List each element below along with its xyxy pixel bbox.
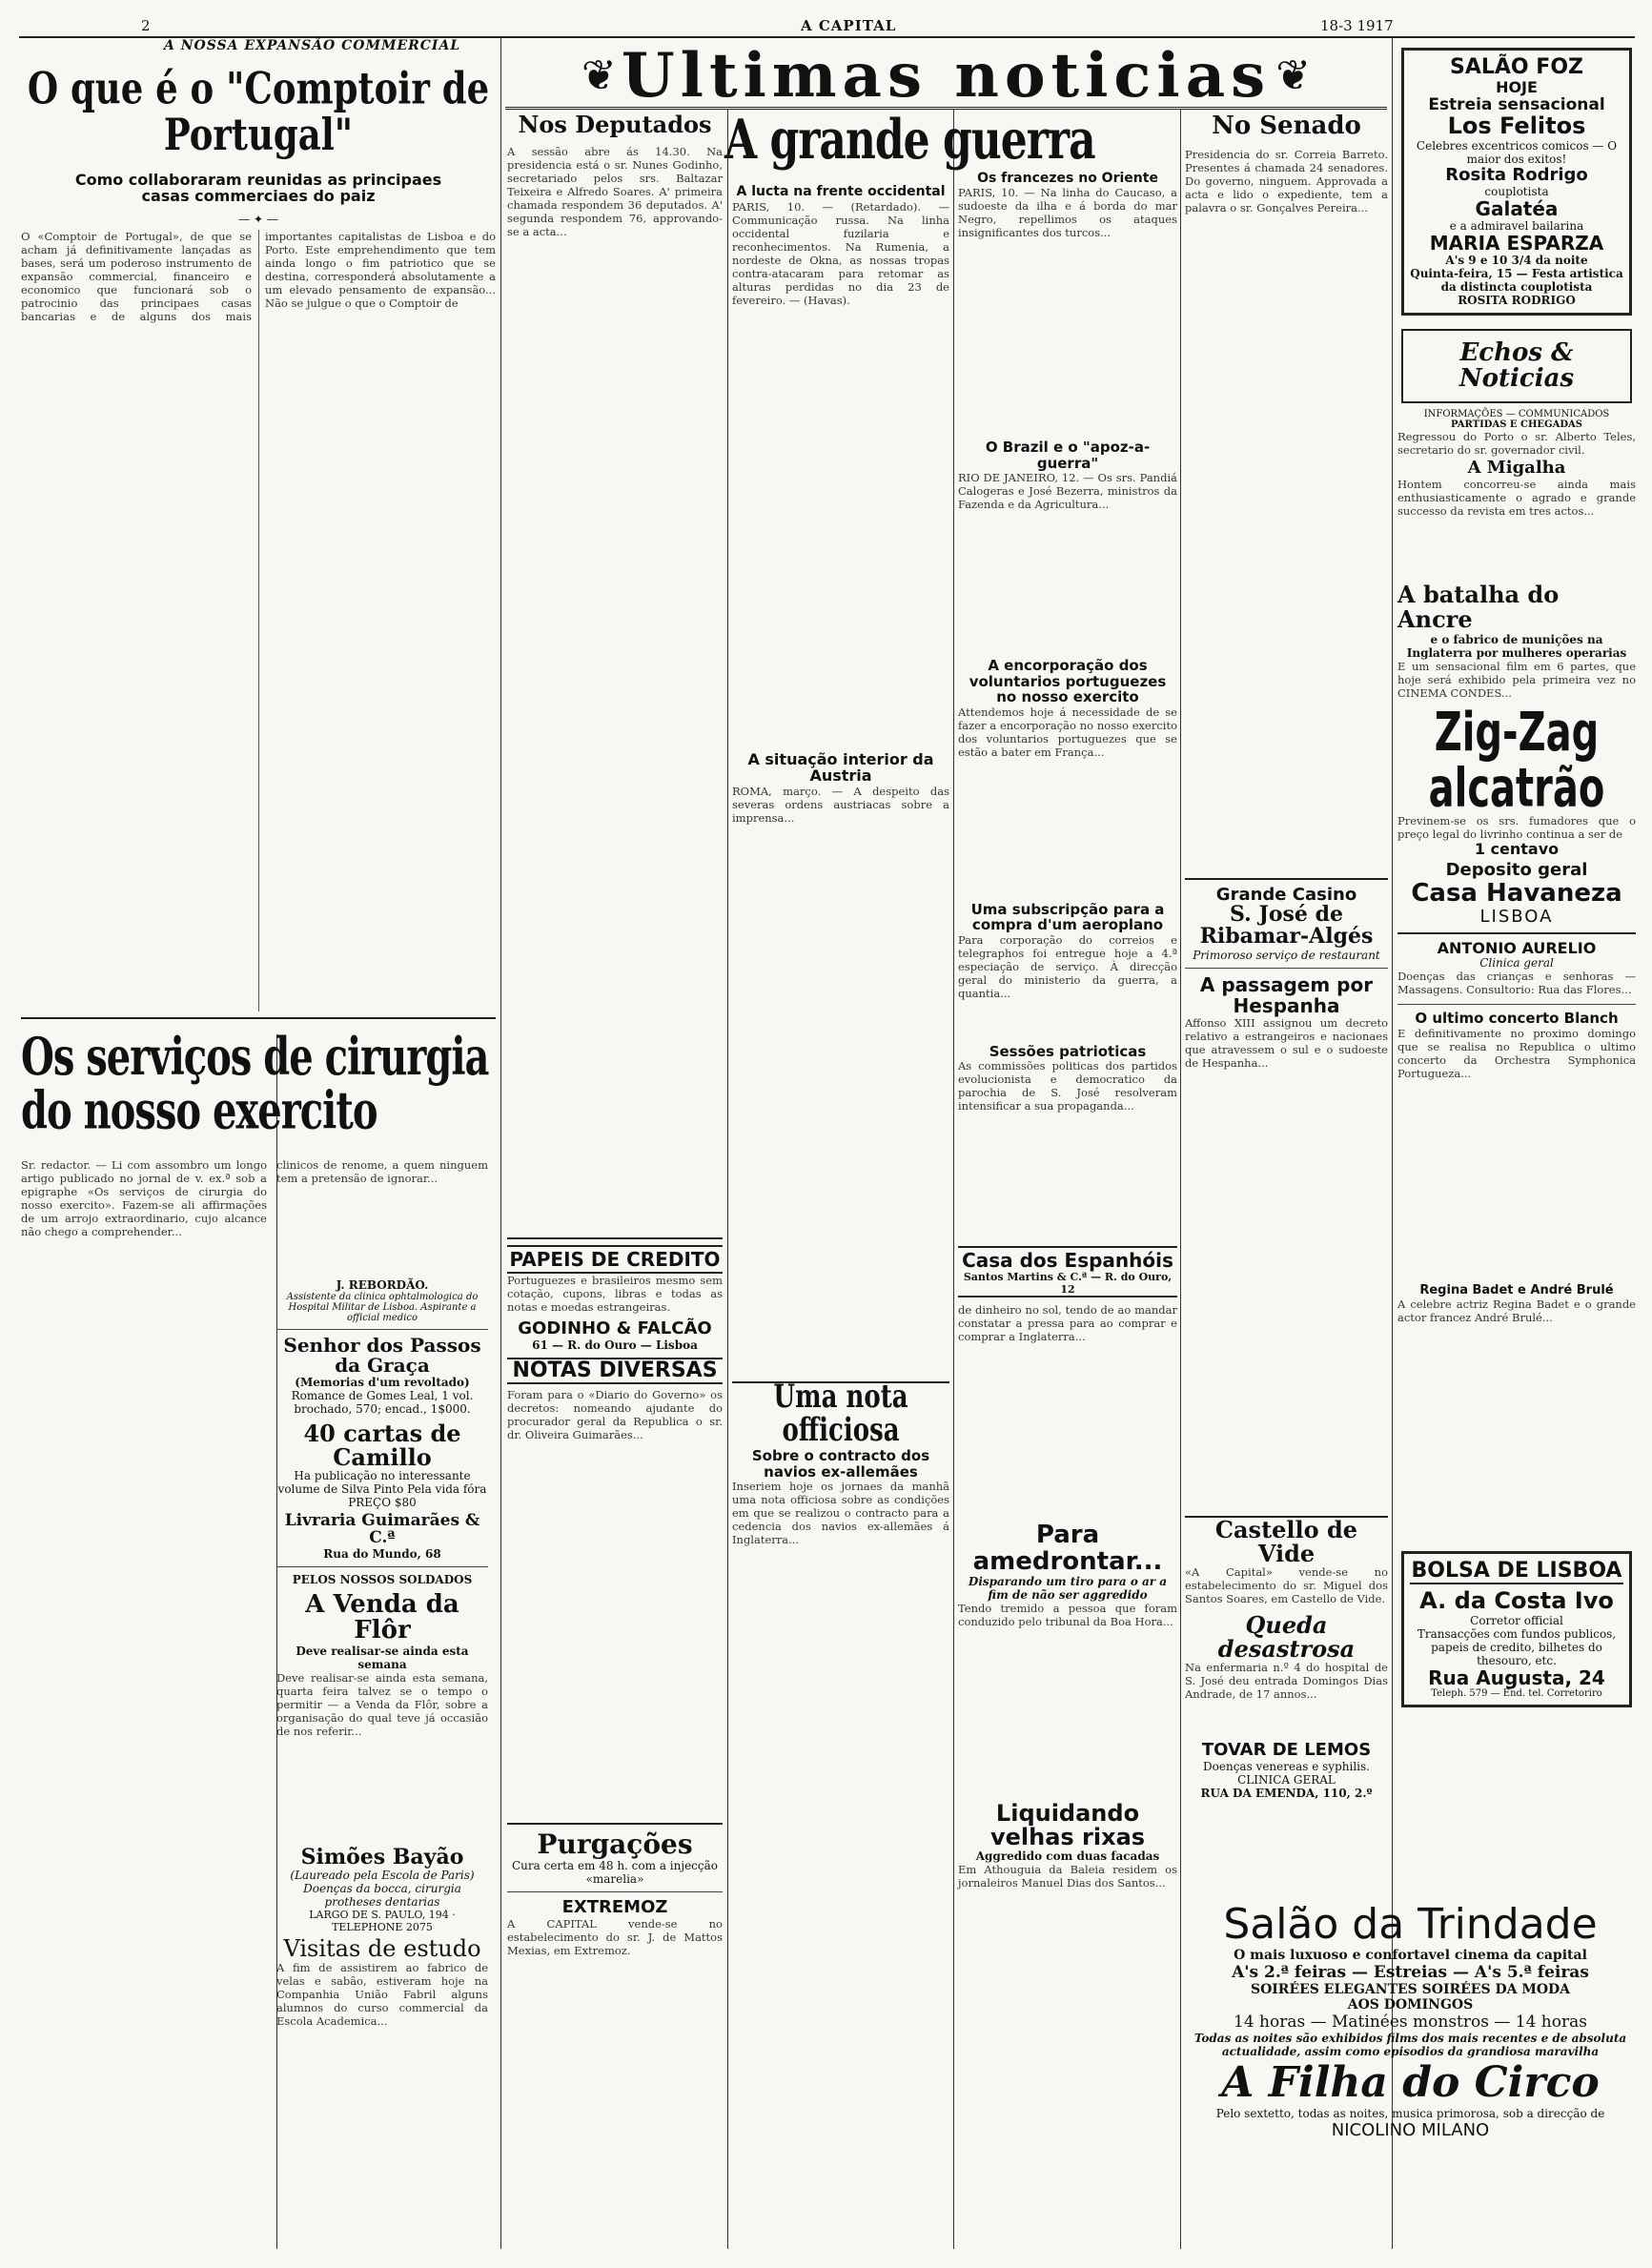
guerra-article1: PARIS, 10. — (Retardado). — Communicação russa. Na linha occidental fuzilaria e reconhecimentos. Na Rumenia, a nordeste de Okna, as nossas tropas contra-atacaram para retomar as alturas perdidas no dia 23 de fevereiro. — (Havas). — [732, 199, 949, 307]
echos-box — [1401, 329, 1632, 404]
purgacoes-text: Cura certa em 48 h. com a injecção «marelia» — [511, 1858, 719, 1886]
signature-title: Assistente da clinica ophtalmologica do Hospital Militar de Lisboa. Aspirante a official medico — [286, 1291, 479, 1323]
informacoes-kicker: INFORMAÇÕES — COMMUNICADOS — [1423, 409, 1610, 420]
guerra-headline: A grande guerra — [724, 109, 1095, 173]
column-rule — [727, 110, 728, 2249]
book-ad-text: Romance de Gomes Leal, 1 vol. brochado, 570; encad., 1$000. — [291, 1388, 474, 1416]
salao-foz-title: SALÃO FOZ — [1450, 55, 1583, 79]
flor-subhead: Deve realisar-se ainda esta semana — [296, 1644, 469, 1671]
divider — [276, 1329, 488, 1330]
costa-text: Transacções com fundos publicos, papeis de credito, bilhetes do thesouro, etc. — [1417, 1626, 1617, 1667]
flor-article: Deve realisar-se ainda esta semana, quarta feira talvez se o tempo o permitir — a Venda da Flôr, sobre a organisação do qual teve já occasião de nos referir... — [276, 1670, 488, 1738]
queda-headline: Queda desastrosa — [1217, 1610, 1356, 1664]
aurelio-sub: Clinica geral — [1479, 956, 1554, 971]
simoes-name: Simões Bayão — [300, 1844, 464, 1870]
trindade-title: Salão da Trindade — [1223, 1900, 1598, 1949]
guerra-article2: ROMA, março. — A despeito das severas ordens austriacas sobre a imprensa... — [732, 784, 949, 825]
article-comptoir — [21, 230, 496, 1011]
voluntarios-article: Attendemos hoje á necessidade de se fazer a encorporação no nosso exercito dos voluntarios portuguezes que se estão a bater em França... — [958, 705, 1177, 759]
costa-name: A. da Costa Ivo — [1419, 1587, 1614, 1615]
havaneza-city: LISBOA — [1479, 906, 1554, 927]
ornament-icon: ❦ — [581, 51, 617, 100]
visitas-article: A fim de assistirem ao fabrico de velas e sabão, estiveram hoje na Companhia União Fabril alguns alumnos do curso commercial da Escola Academica... — [276, 1960, 488, 2028]
casino-name: S. José de Ribamar-Algés — [1199, 902, 1374, 950]
aurelio-name: ANTONIO AURELIO — [1437, 938, 1597, 957]
nota-headline: Uma nota officiosa — [773, 1378, 908, 1450]
tovar-text: Doenças venereas e syphilis. CLINICA GERAL — [1203, 1760, 1370, 1788]
castello-headline: Castello de Vide — [1185, 1516, 1388, 1565]
papeis-headline: PAPEIS DE CREDITO — [507, 1245, 723, 1274]
running-header — [19, 17, 1635, 38]
passagem-headline: A passagem por Hespanha — [1199, 972, 1374, 1017]
migalha-article: Hontem concorreu-se ainda mais enthusiasticamente o agrado e grande successo da revista em tres actos... — [1397, 478, 1636, 519]
rosita-festa: ROSITA RODRIGO — [1458, 293, 1576, 307]
divider — [21, 1017, 496, 1019]
guerra-sub2: A situação interior da Austria — [747, 749, 934, 786]
trindade-line6: Todas as noites são exhibidos films dos mais recentes e de absoluta actualidade, assim como episodios da grandiosa maravilha — [1193, 2032, 1627, 2059]
newspaper-name: A CAPITAL — [801, 17, 897, 34]
bolsa-ad — [1401, 1551, 1632, 1707]
salao-foz-estreia: Estreia sensacional — [1428, 94, 1605, 114]
queda-article: Na enfermaria n.º 4 do hospital de S. José deu entrada Domingos Dias Andrade, de 17 annos... — [1185, 1661, 1388, 1702]
galatea-sub: e a admiravel bailarina — [1449, 218, 1584, 233]
amedrontar-subhead: Disparando um tiro para o ar a fim de não ser aggredido — [968, 1574, 1168, 1602]
galatea-name: Galatéa — [1475, 196, 1559, 220]
sessoes-article: As commissões politicas dos partidos evolucionista e democratico da parochia de S. José resolveram intensificar a sua propaganda... — [958, 1059, 1177, 1114]
divider — [507, 1823, 723, 1825]
sessoes-headline: Sessões patrioticas — [989, 1042, 1147, 1060]
contracto-cont: de dinheiro no sol, tendo de ao mandar constatar a pressa para ao comprar e comprar a Inglaterra... — [958, 1303, 1177, 1344]
column-deputados — [507, 112, 723, 2249]
divider — [1185, 968, 1388, 969]
divider — [276, 1566, 488, 1567]
section-kicker: A NOSSA EXPANSÃO COMMERCIAL — [164, 38, 461, 53]
filha-do-circo: A Filha do Circo — [1221, 2058, 1600, 2108]
espanhois-name: Casa dos Espanhóis — [958, 1246, 1177, 1271]
divider — [1397, 1004, 1636, 1005]
badet-headline: Regina Badet e André Brulé — [1419, 1282, 1614, 1297]
rixas-article: Em Athouguia da Baleia residem os jornaleiros Manuel Dias dos Santos... — [958, 1863, 1177, 1890]
centavo-price: 1 centavo — [1474, 839, 1560, 858]
oriente-headline: Os francezes no Oriente — [977, 171, 1158, 186]
senado-article: Presidencia do sr. Correia Barreto. Presentes á chamada 24 senadores. Do governo, ninguem. Approvada a acta e lido o expediente, tem a palavra o sr. Gonçalves Pereira... — [1185, 147, 1388, 215]
trindade-line5: 14 horas — Matinées monstros — 14 horas — [1234, 2013, 1587, 2033]
passagem-article: Affonso XIII assignou um decreto relativo a estrangeiros e nacionaes que atravessem o sul e o sudoeste de Hespanha... — [1185, 1015, 1388, 1070]
castello-text: «A Capital» vende-se no estabelecimento do sr. Miguel dos Santos Soares, em Castello de Vide. — [1185, 1564, 1388, 1605]
notas-article: Foram para o «Diario do Governo» os decretos: nomeando ajudante do procurador geral da Republica o sr. dr. Oliveira Guimarães... — [507, 1388, 723, 1442]
deposito-label: Deposito geral — [1445, 860, 1588, 881]
oriente-article: PARIS, 10. — Na linha do Caucaso, a sudoeste da ilha e á borda do mar Negro, repellimos os ataques insignificantes dos turcos... — [958, 186, 1177, 240]
batalha-article: E um sensacional film em 6 partes, que hoje será exhibido pela primeira vez no CINEMA CONDES... — [1397, 659, 1636, 700]
issue-date: 18-3 1917 — [1320, 17, 1394, 34]
trindade-ad — [1185, 1902, 1636, 2140]
salao-foz-festa: Quinta-feira, 15 — Festa artistica da distincta couplotista — [1410, 266, 1623, 294]
trindade-line3: SOIRÉES ELEGANTES SOIRÉES DA MODA — [1250, 1982, 1571, 1998]
amedrontar-article: Tendo tremido a pessoa que foram conduzido pelo tribunal da Boa Hora... — [958, 1601, 1177, 1628]
costa-address: Rua Augusta, 24 — [1428, 1665, 1605, 1689]
migalha-headline: A Migalha — [1467, 458, 1566, 479]
guerra-sub1: A lucta na frente occidental — [736, 184, 946, 200]
divider — [1397, 932, 1636, 934]
voluntarios-headline: A encorporação dos voluntarios portuguezes no nosso exercito — [969, 657, 1167, 706]
bolsa-title: BOLSA DE LISBOA — [1410, 1560, 1623, 1584]
headline-cirurgia-text: Os serviços de cirurgia do nosso exercito — [21, 1026, 489, 1141]
casino-sub: Primoroso serviço de restaurant — [1193, 948, 1380, 962]
visitas-headline: Visitas de estudo — [283, 1934, 481, 1962]
camillo-text: Ha publicação no interessante volume de Silva Pinto Pela vida fóra PREÇO $80 — [277, 1469, 487, 1510]
divider — [1185, 878, 1388, 880]
concerto-article: E definitivamente no proximo domingo que se realisa no Republica o ultimo concerto da Orchestra Symphonica Portugueza... — [1397, 1026, 1636, 1080]
subhead-comptoir: Como collaboraram reunidas as principaes casas commerciaes do paiz — [74, 170, 442, 206]
livraria-name: Livraria Guimarães & C.ª — [284, 1511, 480, 1548]
deputados-article: A sessão abre ás 14.30. Na presidencia está o sr. Nunes Godinho, secretariado pelos srs. Baltazar Teixeira e Alfredo Soares. A' primeira chamada respondem 36 deputados. A' segunda respondem 76, approvando-se a acta... — [507, 145, 723, 239]
headline-comptoir: O que é o "Comptoir de Portugal" — [27, 61, 490, 161]
masthead-title: Ultimas noticias — [621, 40, 1272, 112]
soldados-kicker: PELOS NOSSOS SOLDADOS — [292, 1572, 473, 1586]
esparza-name: MARIA ESPARZA — [1429, 231, 1604, 255]
simoes-address: LARGO DE S. PAULO, 194 · TELEPHONE 2075 — [309, 1908, 456, 1933]
casino-title: Grande Casino — [1215, 884, 1357, 905]
nota-subhead: Sobre o contracto dos navios ex-allemães — [751, 1447, 930, 1481]
divider — [507, 1891, 723, 1892]
cirurgia-continuation — [276, 1158, 488, 2035]
trindade-line2: A's 2.ª feiras — Estreias — A's 5.ª feiras — [1232, 1963, 1589, 1983]
aeroplano-article: Para corporação do correios e telegraphos foi entregue hoje a 4.ª especiação de serviço. À direcção geral do ministerio da guerra, a quantia... — [958, 932, 1177, 1000]
page-number: 2 — [141, 17, 151, 34]
extremoz-text: A CAPITAL vende-se no estabelecimento do sr. J. de Mattos Mexias, em Extremoz. — [507, 1916, 723, 1957]
aurelio-text: Doenças das crianças e senhoras — Massagens. Consultorio: Rua das Flores... — [1397, 970, 1636, 997]
espanhois-address: Santos Martins & C.ª — R. do Ouro, 12 — [958, 1271, 1177, 1297]
flor-headline: A Venda da Flôr — [305, 1589, 459, 1645]
felitos-sub: Celebres excentricos comicos — O maior dos exitos! — [1416, 138, 1618, 166]
brazil-headline: O Brazil e o "apoz-a-guerra" — [985, 439, 1151, 472]
trindade-line1: O mais luxuoso e confortavel cinema da capital — [1234, 1948, 1587, 1964]
concerto-headline: O ultimo concerto Blanch — [1415, 1010, 1619, 1028]
article-signature: J. REBORDÃO. — [336, 1277, 429, 1292]
extremoz-headline: EXTREMOZ — [561, 1896, 668, 1917]
ornament-divider: — ✦ — — [238, 212, 278, 226]
havaneza-name: Casa Havaneza — [1411, 879, 1622, 909]
felitos-name: Los Felitos — [1447, 112, 1586, 140]
brazil-article: RIO DE JANEIRO, 12. — Os srs. Pandiá Calogeras e José Bezerra, ministros da Fazenda e da Agricultura... — [958, 471, 1177, 512]
rixas-headline: Liquidando velhas rixas — [989, 1799, 1146, 1851]
notas-headline: NOTAS DIVERSAS — [507, 1358, 723, 1384]
deputados-headline: Nos Deputados — [518, 111, 712, 138]
partidas-text: Regressou do Porto o sr. Alberto Teles, secretario do sr. governador civil. — [1397, 430, 1636, 458]
zigzag-ad: Zig-Zag alcatrão — [1428, 702, 1605, 820]
batalha-headline: A batalha do Ancre — [1397, 581, 1560, 634]
masthead — [515, 40, 1377, 112]
nicolino-name: NICOLINO MILANO — [1331, 2120, 1490, 2141]
tovar-address: RUA DA EMENDA, 110, 2.º — [1200, 1787, 1373, 1801]
purgacoes-headline: Purgações — [537, 1829, 693, 1861]
simoes-text: (Laureado pela Escola de Paris) Doenças da bocca, cirurgia protheses dentarias — [290, 1868, 475, 1909]
article-comptoir-text: O «Comptoir de Portugal», de que se acham já definitivamente lançadas as bases, será um poderoso instrumento de expansão commercial, financeiro e economico que funcionará sob o patrocinio das principaes casas bancarias e de alguns dos mais importantes capitalistas de Lisboa e do Porto. Este emprehendimento que tem ainda longo o fim patriotico que se destina, corresponderá absolutamente a um elevado pensamento de expansão... Não se julgue o que o Comptoir de — [21, 229, 496, 323]
trindade-line7: Pelo sextetto, todas as noites, musica primorosa, sob a direcção de — [1215, 2107, 1605, 2121]
costa-telephone: Teleph. 579 — End. tel. Corretoriro — [1431, 1687, 1602, 1699]
book-ad-title: Senhor dos Passos da Graça — [283, 1333, 481, 1377]
trindade-line4: AOS DOMINGOS — [1347, 1997, 1474, 2013]
book-ad-subtitle: (Memorias d'um revoltado) — [295, 1375, 470, 1389]
amedrontar-headline: Para amedrontar... — [972, 1521, 1163, 1576]
nota-article: Inseriem hoje os jornaes da manhã uma nota officiosa sobre as condições em que se realizou o contracto para a cedencia dos navios ex-allemães á Inglaterra... — [732, 1480, 949, 1547]
article-cirurgia-cont: clinicos de renome, a quem ninguem tem a pretensão de ignorar... — [276, 1157, 488, 1185]
column-rule — [953, 110, 954, 2249]
rixas-subhead: Aggredido com duas facadas — [975, 1849, 1160, 1864]
batalha-subhead: e o fabrico de munições na Inglaterra por mulheres operarias — [1406, 632, 1627, 660]
rosita-name: Rosita Rodrigo — [1445, 164, 1588, 185]
ornament-icon: ❦ — [1275, 51, 1312, 100]
zigzag-text: Previnem-se os srs. fumadores que o preço legal do livrinho continua a ser de — [1397, 813, 1636, 841]
column-rule — [500, 38, 501, 2249]
salao-foz-ad — [1401, 48, 1632, 316]
partidas-kicker: PARTIDAS E CHEGADAS — [1450, 419, 1583, 431]
costa-sub: Corretor official — [1470, 1613, 1563, 1627]
salao-foz-hoje: HOJE — [1496, 78, 1538, 97]
echos-headline: Echos & Noticias — [1458, 337, 1575, 393]
column-rule — [1180, 110, 1181, 2249]
rosita-sub: couplotista — [1484, 184, 1549, 198]
salao-foz-horas: A's 9 e 10 3/4 da noite — [1445, 253, 1588, 267]
livraria-address: Rua do Mundo, 68 — [323, 1546, 441, 1561]
godinho-address: 61 — R. do Ouro — Lisboa — [532, 1338, 698, 1353]
aeroplano-headline: Uma subscripção para a compra d'um aeroplano — [970, 900, 1165, 934]
divider — [507, 1237, 723, 1239]
godinho-name: GODINHO & FALCÃO — [518, 1318, 712, 1339]
badet-article: A celebre actriz Regina Badet e o grande actor francez André Brulé... — [1397, 1297, 1636, 1324]
senado-headline: No Senado — [1212, 112, 1361, 140]
headline-cirurgia — [21, 1026, 496, 1141]
column-oriente — [958, 172, 1177, 2249]
camillo-title: 40 cartas de Camillo — [303, 1419, 461, 1472]
tovar-name: TOVAR DE LEMOS — [1201, 1740, 1372, 1761]
article-cirurgia: Sr. redactor. — Li com assombro um longo artigo publicado no jornal de v. ex.ª sob a epigraphe «Os serviços de cirurgia do nosso exercito». Fazem-se ali affirmações de um arrojo extraordinario, cujo alcance não chego a comprehender... — [21, 1157, 267, 1238]
column-1 — [21, 38, 496, 2249]
papeis-text: Portuguezes e brasileiros mesmo sem cotação, cupons, libras e todas as notas e moedas estrangeiras. — [507, 1274, 723, 1315]
